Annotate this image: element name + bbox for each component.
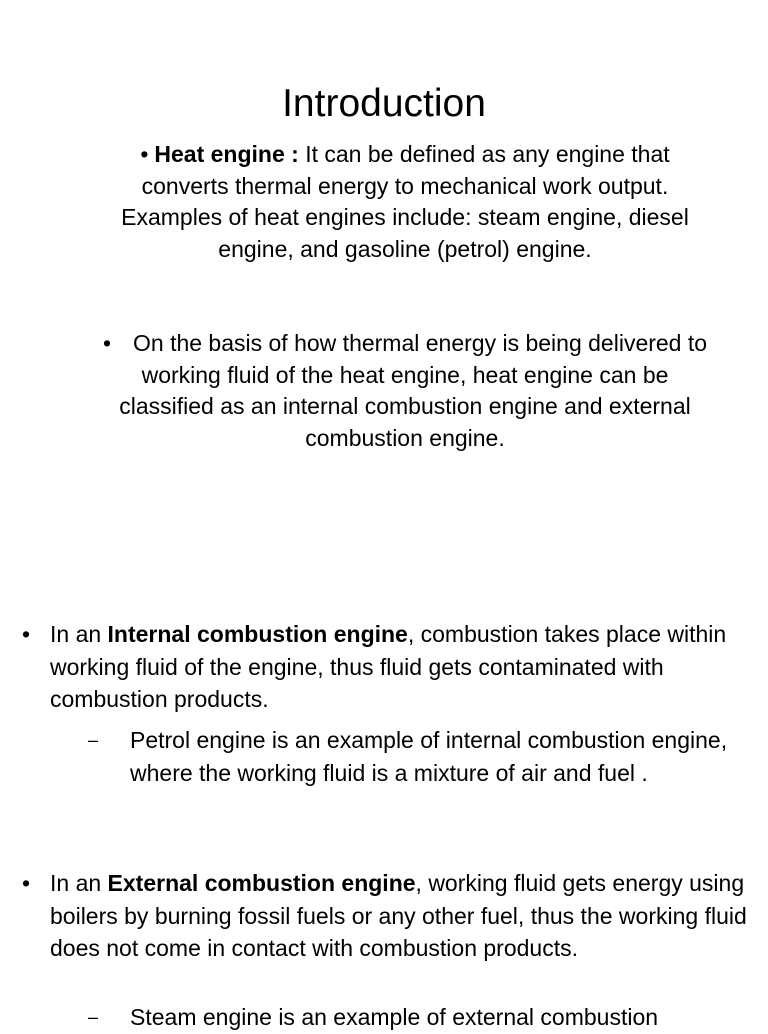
bullet-prefix: In an [50, 621, 108, 647]
bullet-dot: • [102, 330, 111, 356]
sub-bullet-dash: – [88, 730, 99, 750]
external-combustion-term: External combustion engine [107, 870, 416, 896]
internal-combustion-term: Internal combustion engine [107, 621, 408, 647]
bullet-dot: • [22, 621, 31, 647]
external-combustion-bullet [22, 867, 752, 965]
heat-engine-term: Heat engine : [154, 141, 299, 167]
petrol-engine-text: Petrol engine is an example of internal combustion engine, where the working fluid is a mixture of air and fuel . [130, 727, 728, 786]
bullet-prefix: In an [50, 870, 108, 896]
steam-engine-text: Steam engine is an example of external combustion [130, 1004, 659, 1030]
steam-engine-sub-bullet [88, 1001, 748, 1034]
page-title: Introduction [282, 82, 486, 125]
internal-combustion-text: , combustion takes place within working fluid of the engine, thus fluid gets contaminated with combustion products. [50, 621, 727, 712]
internal-combustion-bullet [22, 618, 752, 716]
petrol-engine-sub-bullet [88, 724, 748, 790]
classification-text: On the basis of how thermal energy is being delivered to working fluid of the heat engine, heat engine can be classified as an internal combustion engine and external combustion engine. [119, 330, 708, 451]
heat-engine-definition [95, 139, 715, 265]
bullet-dot: • [140, 141, 149, 167]
bullet-dot: • [22, 870, 31, 896]
classification-paragraph [95, 328, 715, 454]
heat-engine-text: It can be defined as any engine that converts thermal energy to mechanical work output. Examples of heat engines include: steam engine, diesel engine, and gasoline (petrol) engine. [121, 141, 689, 262]
external-combustion-text: , working fluid gets energy using boilers by burning fossil fuels or any other fuel, thus the working fluid does not come in contact with combustion products. [50, 870, 747, 961]
sub-bullet-dash: – [88, 1007, 99, 1027]
